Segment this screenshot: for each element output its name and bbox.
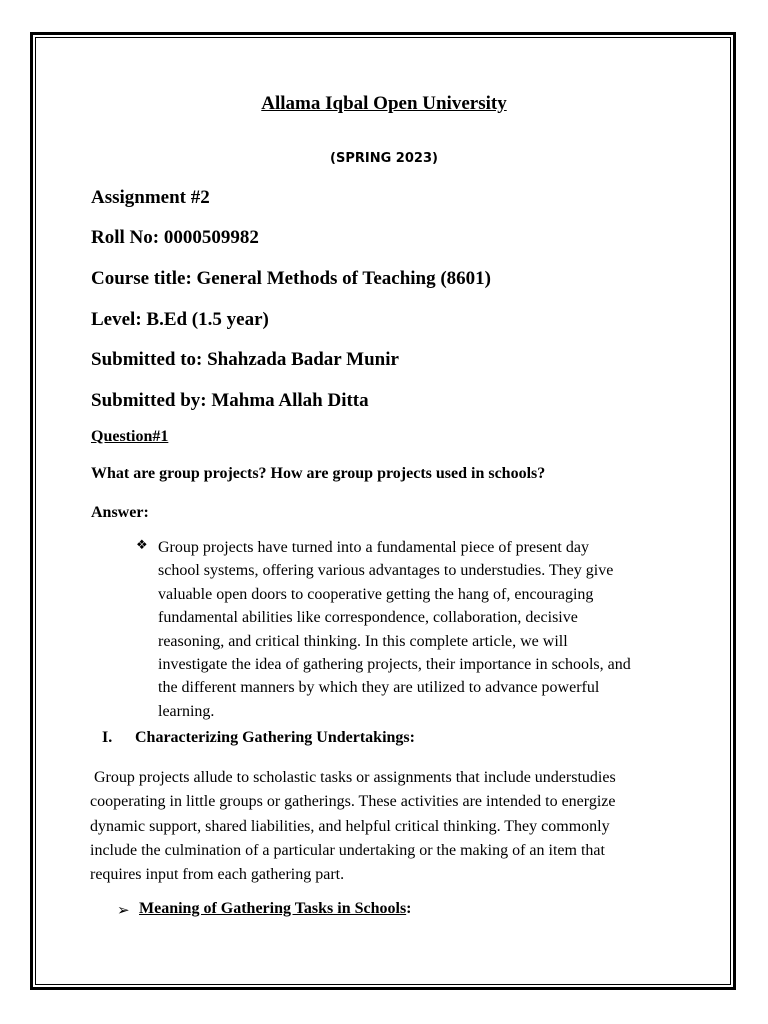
subsection-colon: : [406, 900, 412, 917]
section-paragraph [90, 766, 690, 887]
level: Level: B.Ed (1.5 year) [91, 309, 269, 330]
paragraph-line: requires input from each gathering part. [90, 866, 345, 884]
subsection-heading-text: Meaning of Gathering Tasks in Schools [139, 900, 407, 917]
bullet-line: learning. [158, 702, 215, 720]
subsection-heading [139, 900, 412, 918]
submitted-to: Submitted to: Shahzada Badar Munir [91, 349, 399, 370]
bullet-line: the different manners by which they are utilized to advance powerful [158, 679, 600, 697]
answer-label: Answer: [91, 504, 149, 521]
bullet-line: reasoning, and critical thinking. In this complete article, we will [158, 632, 568, 650]
roll-number: Roll No: 0000509982 [91, 227, 259, 248]
university-title: Allama Iqbal Open University [261, 93, 507, 114]
paragraph-line: Group projects allude to scholastic tasks or assignments that include understudies [90, 769, 616, 786]
paragraph-line: dynamic support, shared liabilities, and helpful critical thinking. They commonly [90, 817, 610, 835]
assignment-number: Assignment #2 [91, 187, 210, 208]
question-label: Question#1 [91, 428, 169, 445]
section-number: I. [102, 729, 113, 746]
question-text: What are group projects? How are group projects used in schools? [91, 465, 546, 482]
bullet-line: school systems, offering various advantages to understudies. They give [158, 562, 614, 580]
paragraph-line: cooperating in little groups or gatherings. These activities are intended to energize [90, 793, 616, 811]
semester-label: (SPRING 2023) [330, 151, 438, 166]
bullet-paragraph [158, 536, 678, 723]
bullet-line: valuable open doors to cooperative getting the hang of, encouraging [158, 585, 594, 603]
submitted-by: Submitted by: Mahma Allah Ditta [91, 390, 369, 411]
bullet-line: investigate the idea of gathering projects, their importance in schools, and [158, 656, 631, 674]
section-heading: Characterizing Gathering Undertakings: [135, 729, 415, 746]
diamond-bullet-icon: ❖ [136, 538, 148, 553]
arrow-bullet-icon: ➢ [117, 901, 130, 919]
course-title: Course title: General Methods of Teaching (8601) [91, 268, 492, 289]
bullet-line: Group projects have turned into a fundamental piece of present day [158, 539, 589, 556]
paragraph-line: include the culmination of a particular undertaking or the making of an item that [90, 841, 605, 859]
bullet-line: fundamental abilities like correspondence, collaboration, decisive [158, 609, 578, 627]
